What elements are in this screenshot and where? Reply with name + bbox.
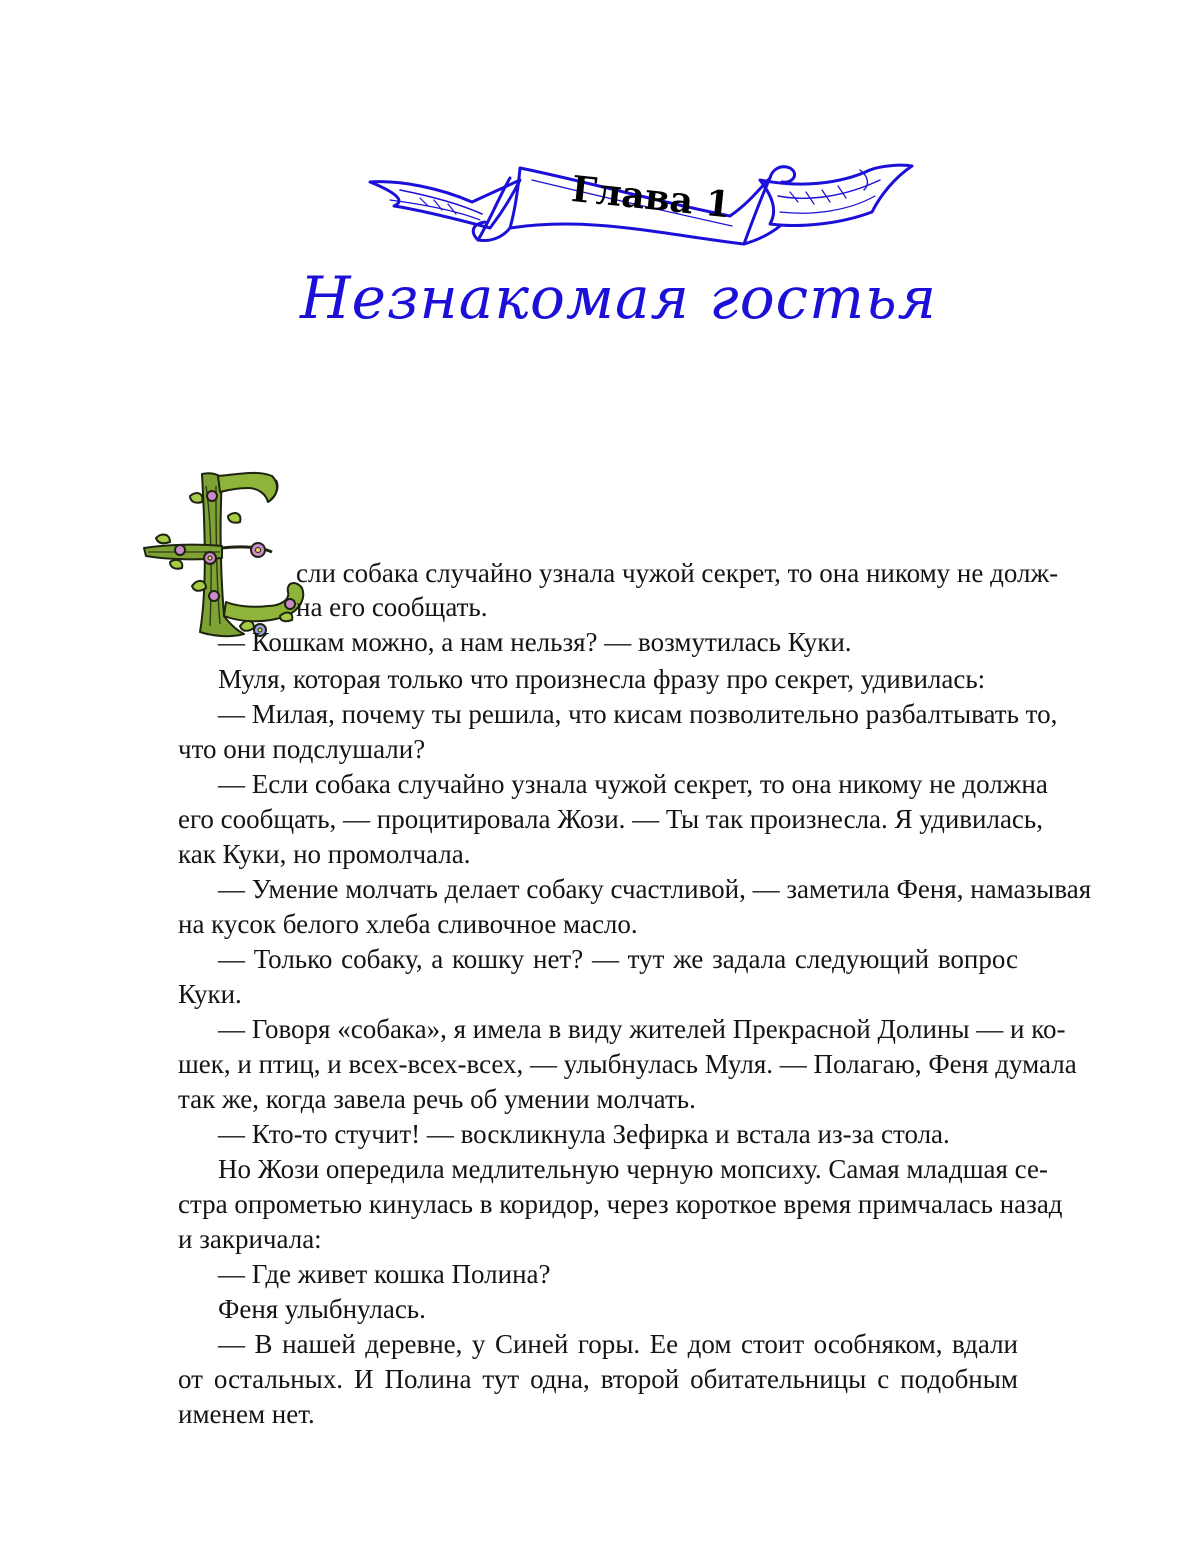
text-line: сли собака случайно узнала чужой секрет, то она никому не долж- <box>296 558 1059 588</box>
text-line: — Милая, почему ты решила, что кисам позволительно разбалтывать то, <box>218 699 1058 729</box>
text-line: — Если собака случайно узнала чужой секрет, то она никому не должна <box>218 769 1048 799</box>
text-line: — Говоря «собака», я имела в виду жителей Прекрасной Долины — и ко- <box>218 1014 1066 1044</box>
dropcap-vine-letter <box>140 466 310 646</box>
text-line: так же, когда завела речь об умении молчать. <box>178 1084 696 1114</box>
text-line: — Умение молчать делает собаку счастливой, — заметила Феня, намазывая <box>218 874 1092 904</box>
chapter-title: Незнакомая гостья <box>300 264 938 332</box>
text-line: на его сообщать. <box>296 592 488 622</box>
text-line: Но Жози опередила медлительную черную мопсиху. Самая младшая се- <box>218 1154 1048 1184</box>
text-line: Феня улыбнулась. <box>218 1294 426 1324</box>
text-line: что они подслушали? <box>178 734 426 764</box>
chapter-number-label: Глава 1 <box>569 168 733 227</box>
text-line: шек, и птиц, и всех-всех-всех, — улыбнулась Муля. — Полагаю, Феня думала <box>178 1049 1077 1079</box>
text-line: его сообщать, — процитировала Жози. — Ты так произнесла. Я удивилась, <box>178 804 1043 834</box>
text-line: Куки. <box>178 979 242 1009</box>
text-line: стра опрометью кинулась в коридор, через короткое время примчалась назад <box>178 1189 1063 1219</box>
text-line: — Только собаку, а кошку нет? — тут же задала следующий вопрос <box>218 944 1018 974</box>
text-line: именем нет. <box>178 1399 315 1429</box>
text-line: — Где живет кошка Полина? <box>218 1259 551 1289</box>
text-line: от остальных. И Полина тут одна, второй обитательницы с подобным <box>178 1364 1018 1394</box>
text-line: — Кто-то стучит! — воскликнула Зефирка и встала из-за стола. <box>218 1119 950 1149</box>
text-line: на кусок белого хлеба сливочное масло. <box>178 909 638 939</box>
text-line: как Куки, но промолчала. <box>178 839 471 869</box>
text-line: — В нашей деревне, у Синей горы. Ее дом стоит особняком, вдали <box>218 1329 1018 1359</box>
text-line: и закричала: <box>178 1224 322 1254</box>
text-line: — Кошкам можно, а нам нельзя? — возмутилась Куки. <box>218 627 852 657</box>
text-line: Муля, которая только что произнесла фразу про секрет, удивилась: <box>218 664 986 694</box>
